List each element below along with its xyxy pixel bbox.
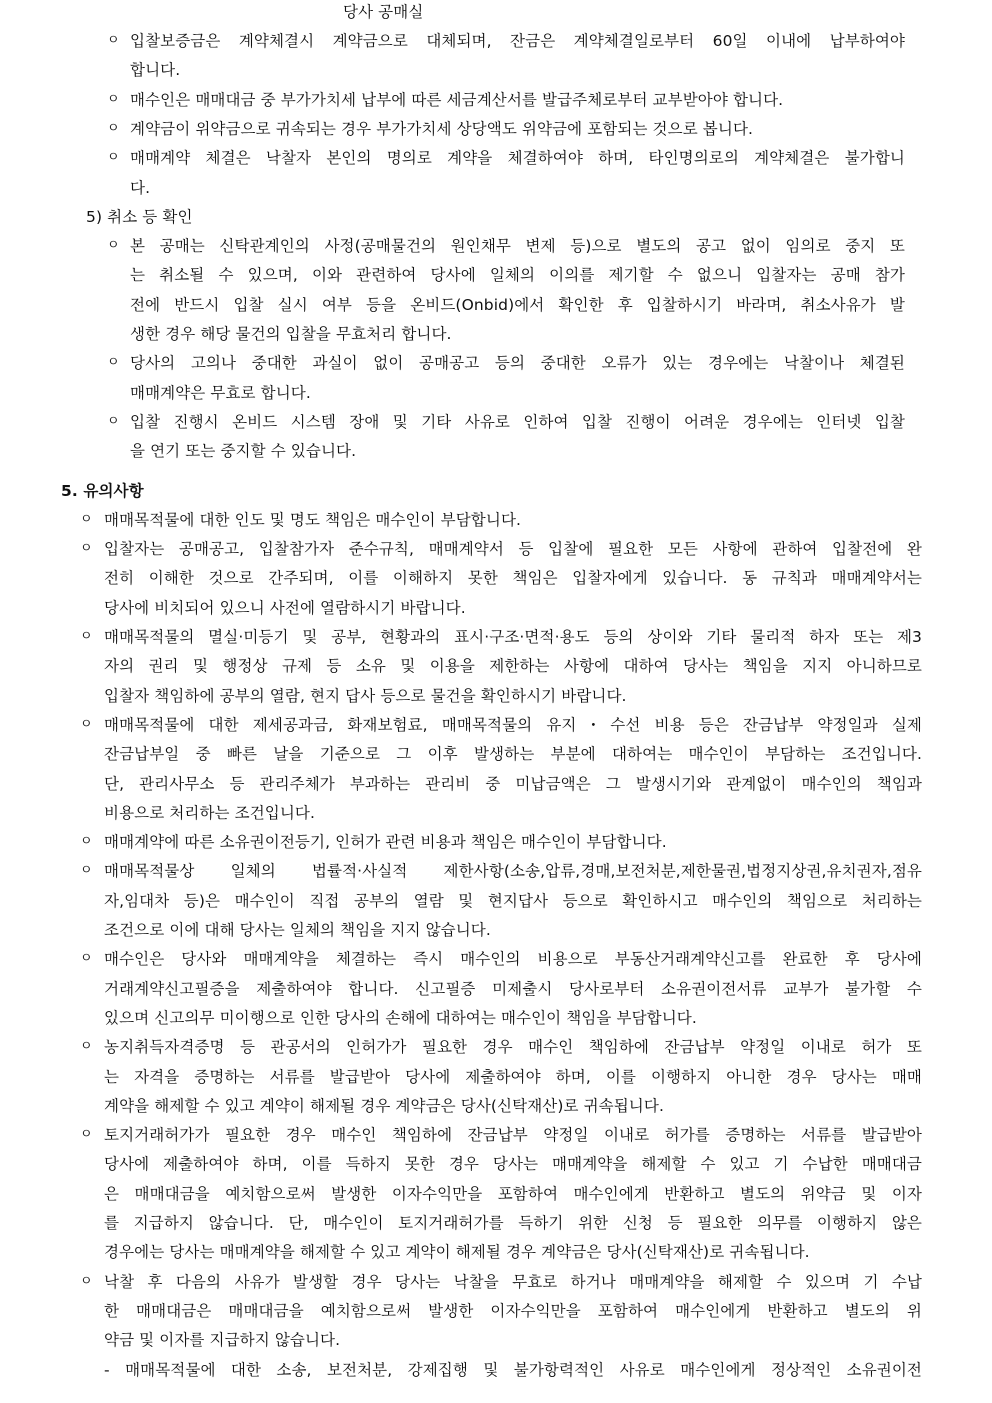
sec5-item-line: 매매목적물에 대한 인도 및 명도 책임은 매수인이 부담합니다.: [104, 510, 522, 529]
sec4b-bullet: ㅇ: [107, 238, 120, 254]
sec5-item-line: 한 매매대금은 매매대금을 예치함으로써 발생한 이자수익만을 포함하여 매수인에게 반환하고 별도의 위: [104, 1301, 922, 1320]
sec4a-bullet: ㅇ: [107, 150, 120, 166]
sec4b-item-line: 매매계약은 무효로 합니다.: [130, 383, 311, 402]
sec5-bullet: ㅇ: [80, 1273, 93, 1289]
sec4a-item-line: 합니다.: [130, 61, 181, 80]
sec5-item-line: 잔금납부일 중 빠른 날을 기준으로 그 이후 발생하는 부분에 대하여는 매수인이 부담하는 조건입니다.: [104, 745, 922, 764]
sec5-item-line: 거래계약신고필증을 제출하여야 합니다. 신고필증 미제출시 당사로부터 소유권이전서류 교부가 불가할 수: [104, 979, 922, 998]
sec5-item-line: 계약을 해제할 수 있고 계약이 해제될 경우 계약금은 당사(신탁재산)로 귀속됩니다.: [104, 1096, 664, 1115]
sec5-bullet: ㅇ: [80, 1039, 93, 1055]
sec5-item-line: 경우에는 당사는 매매계약을 해제할 수 있고 계약이 해제될 경우 계약금은 당사(신탁재산)로 귀속됩니다.: [104, 1243, 810, 1262]
sec5-item-line: 약금 및 이자를 지급하지 않습니다.: [104, 1331, 341, 1350]
sec4b-item-line: 입찰 진행시 온비드 시스템 장애 및 기타 사유로 인하여 입찰 진행이 어려운 경우에는 인터넷 입찰: [130, 412, 905, 431]
sec5-bullet: ㅇ: [80, 863, 93, 879]
sec4a-item-line: 매수인은 매매대금 중 부가가치세 납부에 따른 세금계산서를 발급주체로부터 교부받아야 합니다.: [130, 90, 784, 109]
sec5-item-line: 낙찰 후 다음의 사유가 발생할 경우 당사는 낙찰을 무효로 하거나 매매계약을 해제할 수 있으며 기 수납: [104, 1272, 922, 1291]
sec4b-bullet: ㅇ: [107, 355, 120, 371]
sec5-item-line: 매매목적물에 대한 제세공과금, 화재보험료, 매매목적물의 유지・수선 비용 등은 잔금납부 약정일과 실제: [104, 715, 922, 734]
section-heading: 5. 유의사항: [61, 481, 144, 500]
sec5-bullet: ㅇ: [80, 834, 93, 850]
sec4a-bullet: ㅇ: [107, 120, 120, 136]
sec5-item-line: 는 자격을 증명하는 서류를 발급받아 당사에 제출하여야 하며, 이를 이행하지 아니한 경우 당사는 매매: [104, 1067, 922, 1086]
sec5-item-line: 농지취득자격증명 등 관공서의 인허가가 필요한 경우 매수인 책임하에 잔금납부 약정일 이내로 허가 또: [104, 1038, 922, 1057]
sec5-item-line: 있으며 신고의무 미이행으로 인한 당사의 손해에 대하여는 매수인이 책임을 부담합니다.: [104, 1008, 697, 1027]
sec4b-item-line: 전에 반드시 입찰 실시 여부 등을 온비드(Onbid)에서 확인한 후 입찰하시기 바라며, 취소사유가 발: [130, 295, 905, 314]
sec5-item-line: 입찰자 책임하에 공부의 열람, 현지 답사 등으로 물건을 확인하시기 바랍니다.: [104, 686, 627, 705]
sec5-item-line: 를 지급하지 않습니다. 단, 매수인이 토지거래허가를 득하기 위한 신청 등 필요한 의무를 이행하지 않은: [104, 1214, 922, 1232]
sec4a-item-line: 매매계약 체결은 낙찰자 본인의 명의로 계약을 체결하여야 하며, 타인명의로의 계약체결은 불가합니: [130, 149, 905, 168]
continued-fragment: 당사 공매실: [343, 3, 424, 21]
sec5-item-line: 당사에 비치되어 있으니 사전에 열람하시기 바랍니다.: [104, 598, 466, 617]
sec5-item-line: 비용으로 처리하는 조건입니다.: [104, 803, 316, 822]
sec5-bullet: ㅇ: [80, 716, 93, 732]
dash-item-line: - 매매목적물에 대한 소송, 보전처분, 강제집행 및 불가항력적인 사유로 매수인에게 정상적인 소유권이전: [104, 1360, 922, 1379]
sec4b-item-line: 당사의 고의나 중대한 과실이 없이 공매공고 등의 중대한 오류가 있는 경우에는 낙찰이나 체결된: [130, 354, 905, 373]
sec4a-bullet: ㅇ: [107, 91, 120, 107]
sec5-item-line: 매매목적물의 멸실·미등기 및 공부, 현황과의 표시·구조·면적·용도 등의 상이와 기타 물리적 하자 또는 제3: [104, 628, 922, 646]
sec5-bullet: ㅇ: [80, 951, 93, 967]
sec5-item-line: 입찰자는 공매공고, 입찰참가자 준수규칙, 매매계약서 등 입찰에 필요한 모든 사항에 관하여 입찰전에 완: [104, 540, 922, 559]
sec5-item-line: 매수인은 당사와 매매계약을 체결하는 즉시 매수인의 비용으로 부동산거래계약신고를 완료한 후 당사에: [104, 950, 922, 969]
sec5-item-line: 자,임대차 등)은 매수인이 직접 공부의 열람 및 현지답사 등으로 확인하시고 매수인의 책임으로 처리하는: [104, 891, 922, 910]
sec4a-bullet: ㅇ: [107, 33, 120, 48]
sec5-bullet: ㅇ: [80, 541, 93, 557]
sec4b-item-line: 을 연기 또는 중지할 수 있습니다.: [130, 442, 357, 461]
sec5-item-line: 전히 이해한 것으로 간주되며, 이를 이해하지 못한 책임은 입찰자에게 있습니다. 동 규칙과 매매계약서는: [104, 569, 922, 588]
sec5-bullet: ㅇ: [80, 629, 93, 644]
subsection-heading: 5) 취소 등 확인: [86, 207, 193, 226]
sec5-item-line: 단, 관리사무소 등 관리주체가 부과하는 관리비 중 미납금액은 그 발생시기와 관계없이 매수인의 책임과: [104, 774, 922, 793]
sec4b-item-line: 본 공매는 신탁관계인의 사정(공매물건의 원인채무 변제 등)으로 별도의 공고 없이 임의로 중지 또: [130, 237, 905, 256]
sec5-item-line: 당사에 제출하여야 하며, 이를 득하지 못한 경우 당사는 매매계약을 해제할 수 있고 기 수납한 매매대금: [104, 1155, 922, 1174]
sec4a-item-line: 입찰보증금은 계약체결시 계약금으로 대체되며, 잔금은 계약체결일로부터 60일 이내에 납부하여야: [130, 32, 905, 50]
sec4b-item-line: 생한 경우 해당 물건의 입찰을 무효처리 합니다.: [130, 325, 452, 343]
sec5-item-line: 조건으로 이에 대해 당사는 일체의 책임을 지지 않습니다.: [104, 921, 491, 939]
sec5-item-line: 매매계약에 따른 소유권이전등기, 인허가 관련 비용과 책임은 매수인이 부담합니다.: [104, 833, 667, 852]
sec5-bullet: ㅇ: [80, 1127, 93, 1143]
sec5-item-line: 매매목적물상 일체의 법률적·사실적 제한사항(소송,압류,경매,보전처분,제한물권,법정지상권,유치권자,점유: [104, 862, 922, 881]
sec4a-item-line: 다.: [130, 178, 151, 197]
sec5-item-line: 자의 권리 및 행정상 규제 등 소유 및 이용을 제한하는 사항에 대하여 당사는 책임을 지지 아니하므로: [104, 657, 922, 676]
sec5-item-line: 토지거래허가가 필요한 경우 매수인 책임하에 잔금납부 약정일 이내로 허가를 증명하는 서류를 발급받아: [104, 1126, 922, 1145]
sec5-item-line: 은 매매대금을 예치함으로써 발생한 이자수익만을 포함하여 매수인에게 반환하고 별도의 위약금 및 이자: [104, 1184, 922, 1203]
sec4a-item-line: 계약금이 위약금으로 귀속되는 경우 부가가치세 상당액도 위약금에 포함되는 것으로 봅니다.: [130, 119, 754, 138]
sec4b-bullet: ㅇ: [107, 413, 120, 429]
sec5-bullet: ㅇ: [80, 511, 93, 527]
sec4b-item-line: 는 취소될 수 있으며, 이와 관련하여 당사에 일체의 이의를 제기할 수 없으니 입찰자는 공매 참가: [130, 266, 905, 285]
